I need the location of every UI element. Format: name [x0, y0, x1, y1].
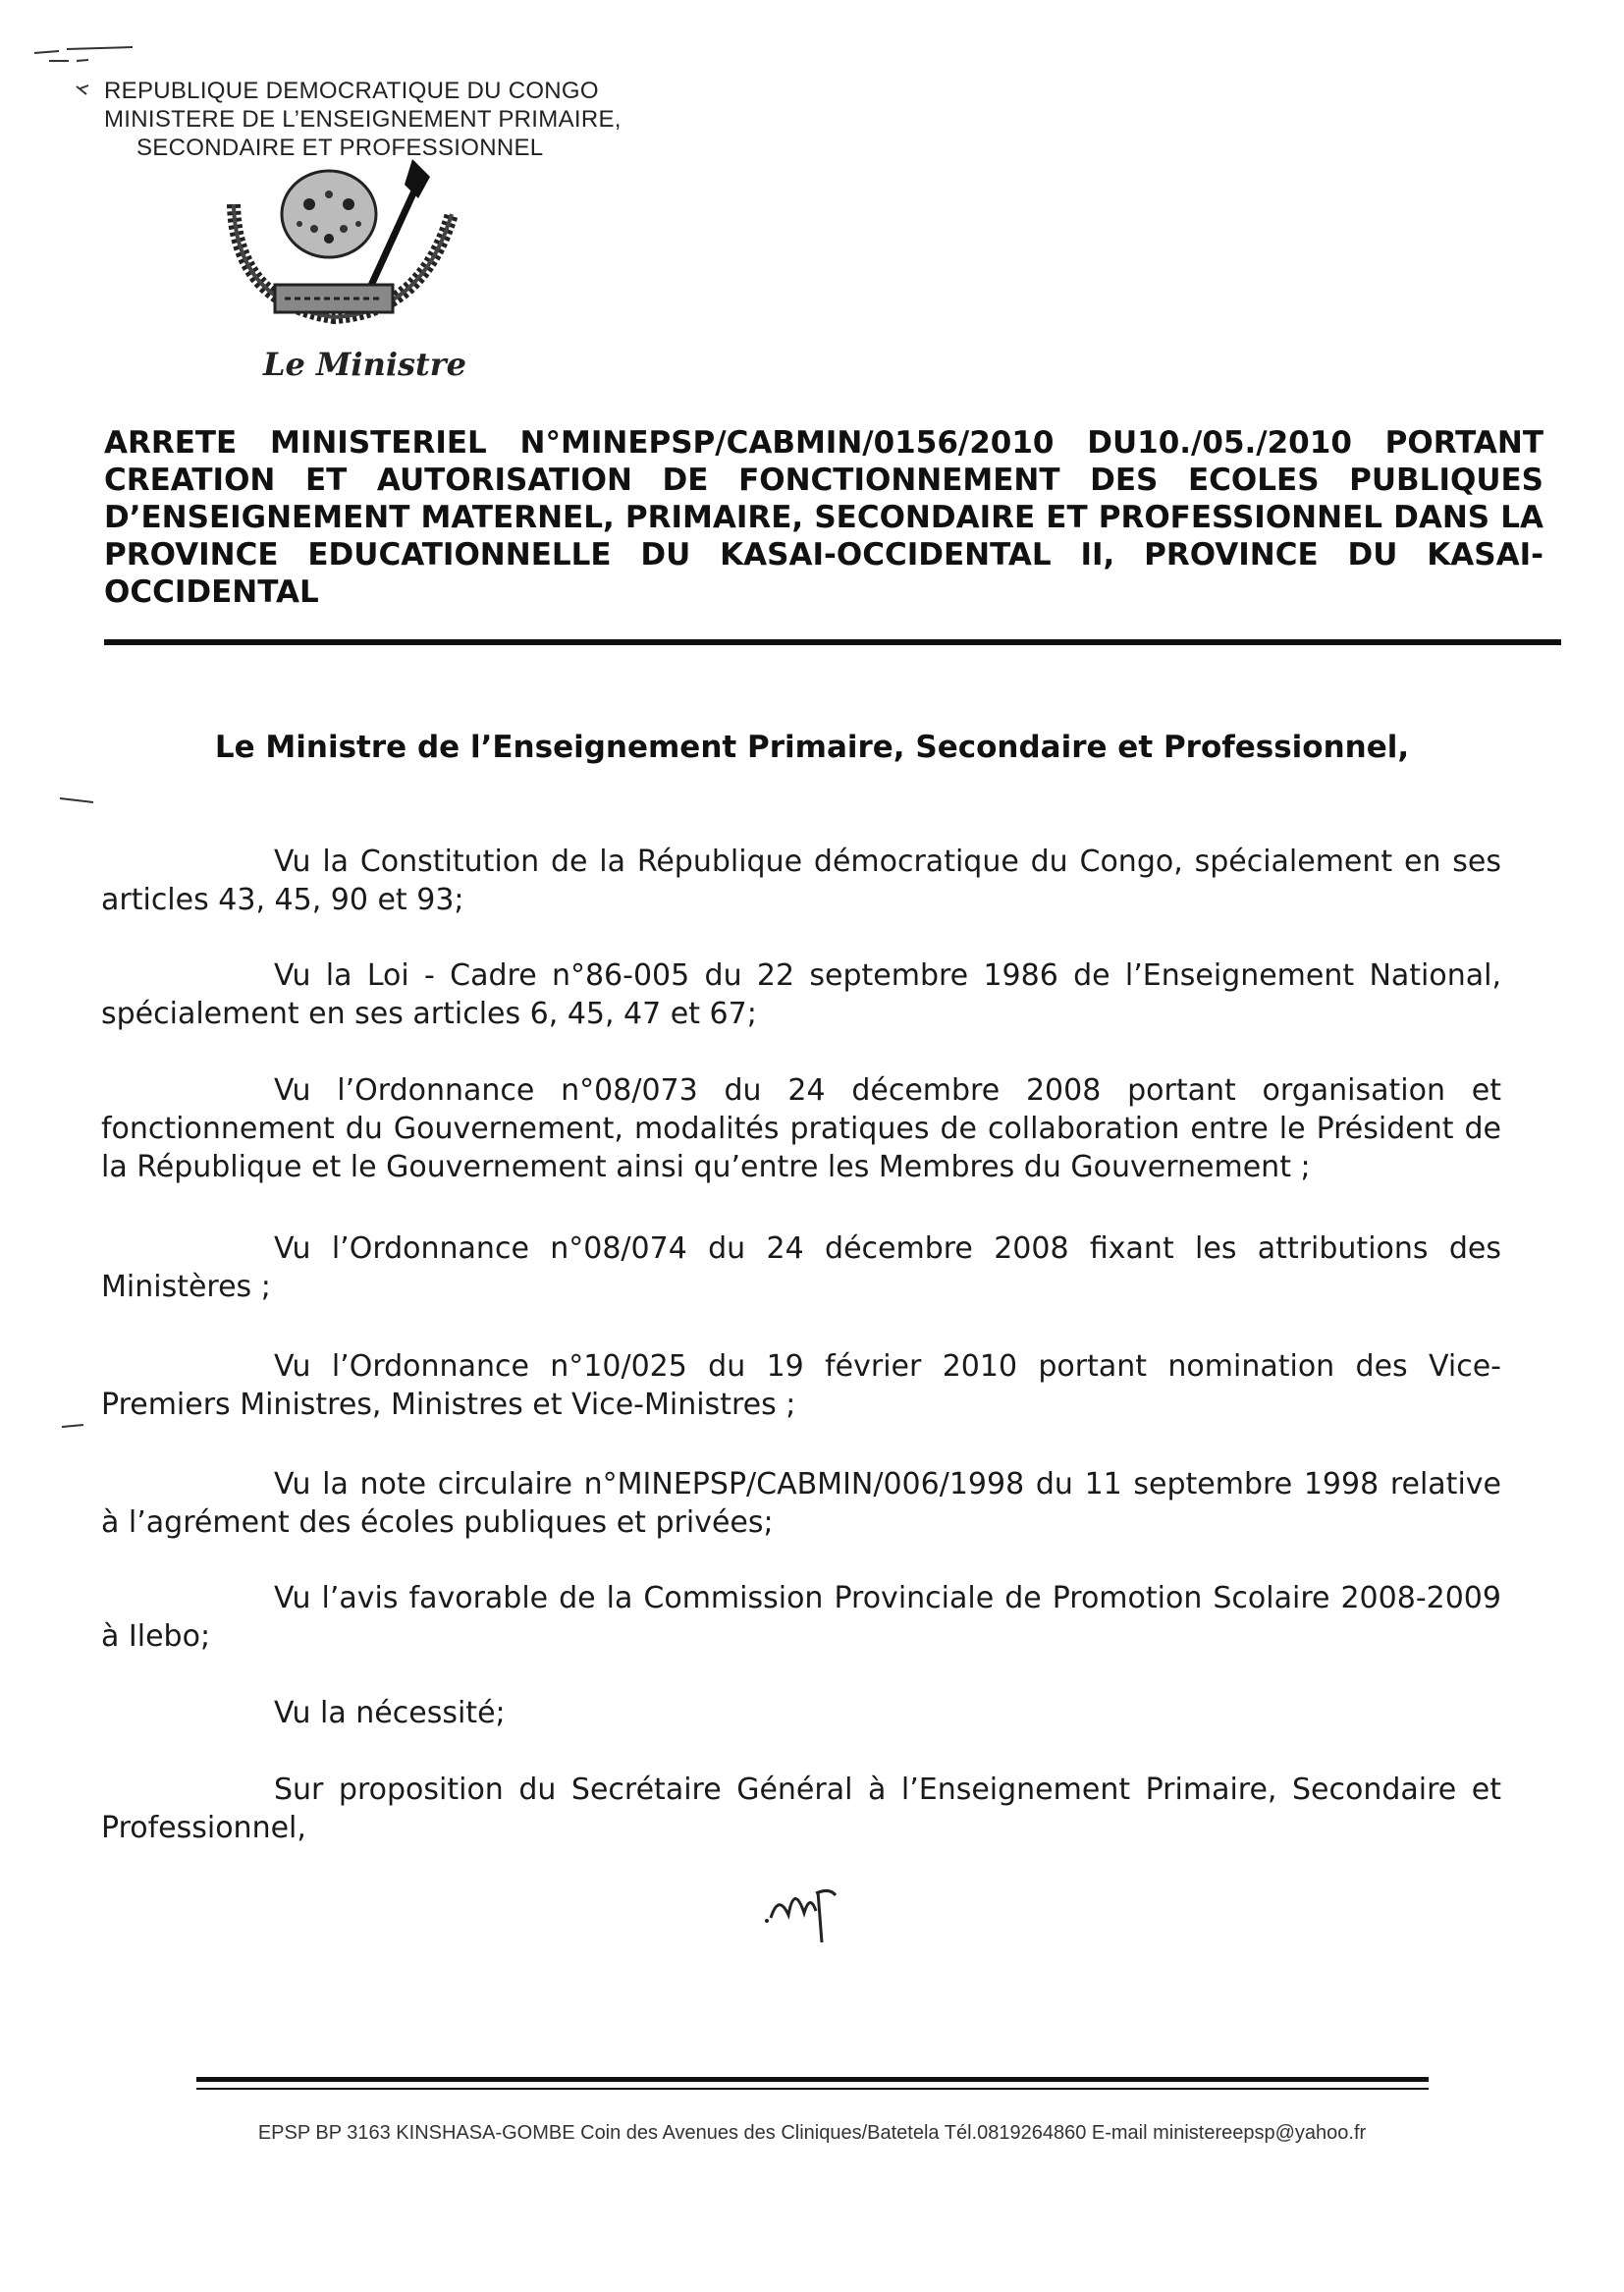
- signature-title: Le Ministre: [263, 346, 467, 383]
- page-title: ARRETE MINISTERIEL N°MINEPSP/CABMIN/0156/2010 DU10./05./2010 PORTANT CREATION ET AUTORISATION DE FONCTIONNEMENT DES ECOLES PUBLIQUES D’ENSEIGNEMENT MATERNEL, PRIMAIRE, SECONDAIRE ET PROFESSIONNEL DANS LA PROVINCE EDUCATIONNELLE DU KASAI-OCCIDENTAL II, PROVINCE DU KASAI-OCCIDENTAL: [104, 425, 1543, 610]
- considerant-paragraph: Vu la note circulaire n°MINEPSP/CABMIN/006/1998 du 11 septembre 1998 relative à l’agrément des écoles publiques et privées;: [101, 1467, 1501, 1540]
- considerant-paragraph: Vu la nécessité;: [274, 1696, 506, 1730]
- header-ministry: MINISTERE DE L’ENSEIGNEMENT PRIMAIRE,: [104, 106, 622, 133]
- considerant-paragraph: Vu l’Ordonnance n°10/025 du 19 février 2010 portant nomination des Vice-Premiers Ministres, Ministres et Vice-Ministres ;: [101, 1349, 1501, 1422]
- considerant-paragraph: Vu l’Ordonnance n°08/074 du 24 décembre 2008 fixant les attributions des Ministères ;: [101, 1231, 1501, 1304]
- coat-of-arms-leopard-icon: [216, 155, 471, 352]
- header-country: REPUBLIQUE DEMOCRATIQUE DU CONGO: [104, 78, 599, 104]
- header-ministry-cont: SECONDAIRE ET PROFESSIONNEL: [136, 135, 544, 161]
- footer-address: EPSP BP 3163 KINSHASA-GOMBE Coin des Avenues des Cliniques/Batetela Tél.0819264860 E-mail ministereepsp@yahoo.fr: [257, 2122, 1367, 2144]
- initials-signature: [761, 1874, 849, 1952]
- minister-heading: Le Ministre de l’Enseignement Primaire, Secondaire et Professionnel,: [214, 730, 1410, 765]
- footer-divider: [196, 2088, 1429, 2090]
- considerant-paragraph: Vu l’avis favorable de la Commission Provinciale de Promotion Scolaire 2008-2009 à Ilebo;: [101, 1581, 1501, 1654]
- considerant-paragraph: Vu la Constitution de la République démocratique du Congo, spécialement en ses articles 43, 45, 90 et 93;: [101, 845, 1501, 917]
- considerant-paragraph: Vu la Loi - Cadre n°86-005 du 22 septembre 1986 de l’Enseignement National, spécialement en ses articles 6, 45, 47 et 67;: [101, 958, 1501, 1031]
- title-divider: [104, 639, 1561, 645]
- scan-mark: [54, 791, 103, 1439]
- considerant-paragraph: Vu l’Ordonnance n°08/073 du 24 décembre 2008 portant organisation et fonctionnement du Gouvernement, modalités pratiques de collaboration entre le Président de la République et le Gouvernement ainsi qu’entre les Membres du Gouvernement ;: [101, 1073, 1501, 1184]
- footer-divider: [196, 2077, 1429, 2082]
- considerant-paragraph: Sur proposition du Secrétaire Général à l’Enseignement Primaire, Secondaire et Professionnel,: [101, 1773, 1501, 1845]
